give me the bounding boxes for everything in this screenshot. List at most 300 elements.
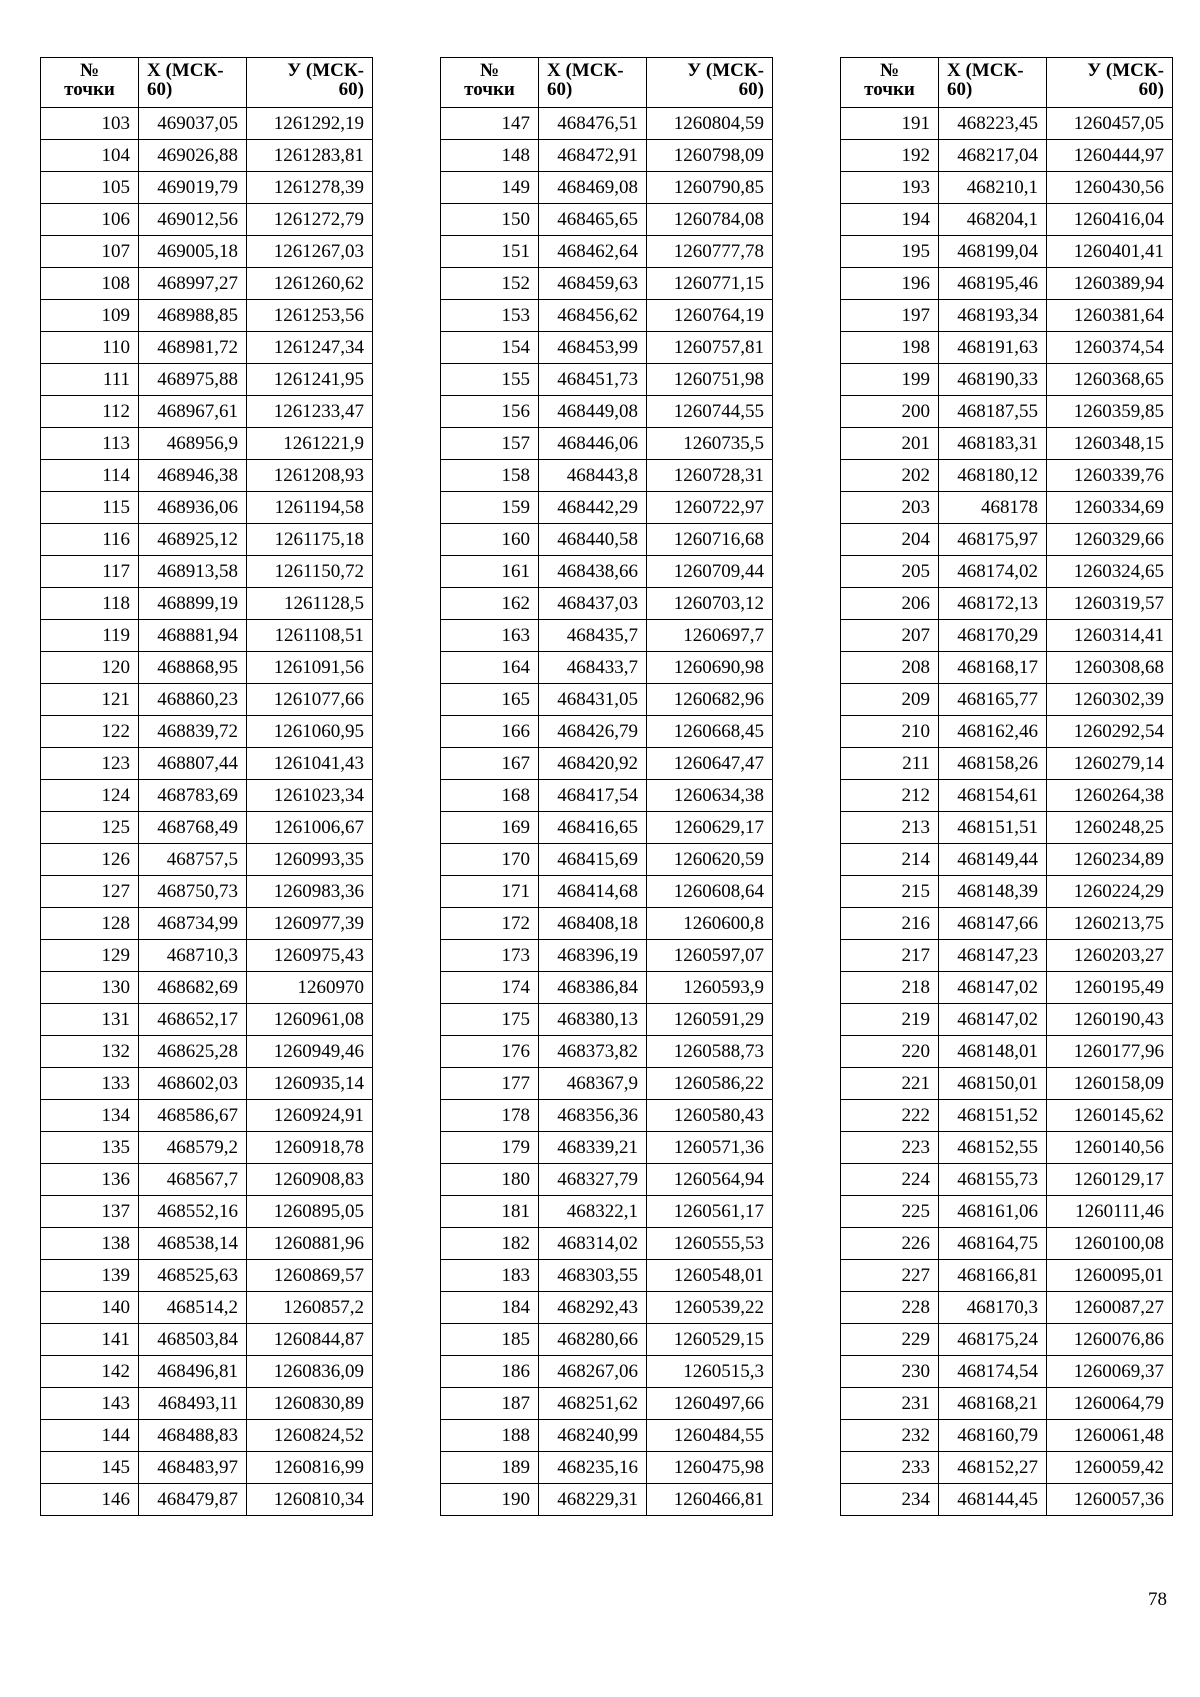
cell-point-number: 113 <box>41 428 139 460</box>
table-row <box>841 1484 1173 1516</box>
cell-point-number: 213 <box>841 812 939 844</box>
cell-x-coordinate: 468488,83 <box>139 1420 247 1452</box>
cell-y-coordinate: 1260302,39 <box>1047 684 1173 716</box>
cell-point-number: 228 <box>841 1292 939 1324</box>
table-row <box>41 684 373 716</box>
cell-point-number: 159 <box>441 492 539 524</box>
cell-x-coordinate: 468155,73 <box>939 1164 1047 1196</box>
cell-point-number: 147 <box>441 108 539 140</box>
cell-point-number: 167 <box>441 748 539 780</box>
cell-point-number: 111 <box>41 364 139 396</box>
cell-x-coordinate: 468925,12 <box>139 524 247 556</box>
cell-y-coordinate: 1260935,14 <box>247 1068 373 1100</box>
cell-y-coordinate: 1261150,72 <box>247 556 373 588</box>
cell-x-coordinate: 468162,46 <box>939 716 1047 748</box>
cell-x-coordinate: 468839,72 <box>139 716 247 748</box>
cell-y-coordinate: 1261006,67 <box>247 812 373 844</box>
table-row <box>41 364 373 396</box>
cell-y-coordinate: 1260140,56 <box>1047 1132 1173 1164</box>
cell-y-coordinate: 1260836,09 <box>247 1356 373 1388</box>
table-row <box>441 844 773 876</box>
table-row <box>841 1228 1173 1260</box>
cell-point-number: 170 <box>441 844 539 876</box>
cell-x-coordinate: 468292,43 <box>539 1292 647 1324</box>
cell-x-coordinate: 468710,3 <box>139 940 247 972</box>
cell-x-coordinate: 468476,51 <box>539 108 647 140</box>
cell-x-coordinate: 468525,63 <box>139 1260 247 1292</box>
cell-y-coordinate: 1261260,62 <box>247 268 373 300</box>
cell-point-number: 146 <box>41 1484 139 1516</box>
cell-point-number: 198 <box>841 332 939 364</box>
cell-point-number: 223 <box>841 1132 939 1164</box>
cell-x-coordinate: 468988,85 <box>139 300 247 332</box>
table-row <box>841 1036 1173 1068</box>
cell-point-number: 150 <box>441 204 539 236</box>
cell-x-coordinate: 468210,1 <box>939 172 1047 204</box>
cell-x-coordinate: 468175,97 <box>939 524 1047 556</box>
cell-point-number: 171 <box>441 876 539 908</box>
cell-y-coordinate: 1261241,95 <box>247 364 373 396</box>
cell-x-coordinate: 468164,75 <box>939 1228 1047 1260</box>
cell-point-number: 172 <box>441 908 539 940</box>
table-row <box>41 620 373 652</box>
cell-x-coordinate: 468251,62 <box>539 1388 647 1420</box>
table-row <box>41 300 373 332</box>
cell-point-number: 220 <box>841 1036 939 1068</box>
cell-point-number: 224 <box>841 1164 939 1196</box>
table-row <box>841 492 1173 524</box>
cell-point-number: 136 <box>41 1164 139 1196</box>
table-row <box>441 236 773 268</box>
cell-x-coordinate: 468567,7 <box>139 1164 247 1196</box>
table-row <box>841 1068 1173 1100</box>
cell-y-coordinate: 1260869,57 <box>247 1260 373 1292</box>
cell-y-coordinate: 1260359,85 <box>1047 396 1173 428</box>
table-body <box>41 108 373 1516</box>
cell-y-coordinate: 1260190,43 <box>1047 1004 1173 1036</box>
cell-x-coordinate: 468150,01 <box>939 1068 1047 1100</box>
cell-x-coordinate: 468314,02 <box>539 1228 647 1260</box>
cell-y-coordinate: 1261091,56 <box>247 652 373 684</box>
cell-y-coordinate: 1261278,39 <box>247 172 373 204</box>
table-row <box>441 748 773 780</box>
cell-y-coordinate: 1260816,99 <box>247 1452 373 1484</box>
cell-point-number: 192 <box>841 140 939 172</box>
table-row <box>41 876 373 908</box>
table-row <box>841 684 1173 716</box>
cell-y-coordinate: 1260881,96 <box>247 1228 373 1260</box>
cell-x-coordinate: 468899,19 <box>139 588 247 620</box>
cell-point-number: 104 <box>41 140 139 172</box>
cell-point-number: 133 <box>41 1068 139 1100</box>
cell-x-coordinate: 468240,99 <box>539 1420 647 1452</box>
cell-y-coordinate: 1260580,43 <box>647 1100 773 1132</box>
table-row <box>841 940 1173 972</box>
cell-y-coordinate: 1260177,96 <box>1047 1036 1173 1068</box>
cell-y-coordinate: 1260539,22 <box>647 1292 773 1324</box>
cell-x-coordinate: 468147,23 <box>939 940 1047 972</box>
table-row <box>841 396 1173 428</box>
cell-point-number: 173 <box>441 940 539 972</box>
cell-x-coordinate: 468453,99 <box>539 332 647 364</box>
cell-y-coordinate: 1260722,97 <box>647 492 773 524</box>
cell-point-number: 107 <box>41 236 139 268</box>
cell-x-coordinate: 468416,65 <box>539 812 647 844</box>
table-row <box>841 460 1173 492</box>
cell-y-coordinate: 1261283,81 <box>247 140 373 172</box>
table-row <box>41 780 373 812</box>
cell-y-coordinate: 1260339,76 <box>1047 460 1173 492</box>
table-row <box>41 1484 373 1516</box>
cell-y-coordinate: 1260844,87 <box>247 1324 373 1356</box>
cell-y-coordinate: 1260690,98 <box>647 652 773 684</box>
table-row <box>841 300 1173 332</box>
cell-y-coordinate: 1260381,64 <box>1047 300 1173 332</box>
cell-y-coordinate: 1261175,18 <box>247 524 373 556</box>
cell-y-coordinate: 1260588,73 <box>647 1036 773 1068</box>
cell-x-coordinate: 468144,45 <box>939 1484 1047 1516</box>
cell-x-coordinate: 468152,55 <box>939 1132 1047 1164</box>
table-row <box>841 428 1173 460</box>
cell-point-number: 134 <box>41 1100 139 1132</box>
cell-x-coordinate: 469005,18 <box>139 236 247 268</box>
table-row <box>41 1324 373 1356</box>
cell-point-number: 166 <box>441 716 539 748</box>
cell-x-coordinate: 468191,63 <box>939 332 1047 364</box>
cell-y-coordinate: 1260057,36 <box>1047 1484 1173 1516</box>
cell-x-coordinate: 469037,05 <box>139 108 247 140</box>
cell-point-number: 118 <box>41 588 139 620</box>
table-row <box>841 812 1173 844</box>
cell-y-coordinate: 1260529,15 <box>647 1324 773 1356</box>
cell-point-number: 202 <box>841 460 939 492</box>
table-row <box>41 1260 373 1292</box>
cell-point-number: 205 <box>841 556 939 588</box>
cell-point-number: 216 <box>841 908 939 940</box>
table-row <box>41 1356 373 1388</box>
cell-x-coordinate: 468936,06 <box>139 492 247 524</box>
cell-point-number: 195 <box>841 236 939 268</box>
cell-x-coordinate: 468396,19 <box>539 940 647 972</box>
cell-y-coordinate: 1260764,19 <box>647 300 773 332</box>
cell-point-number: 128 <box>41 908 139 940</box>
table-row <box>841 652 1173 684</box>
cell-y-coordinate: 1260924,91 <box>247 1100 373 1132</box>
table-row <box>841 1100 1173 1132</box>
cell-y-coordinate: 1260234,89 <box>1047 844 1173 876</box>
cell-y-coordinate: 1260824,52 <box>247 1420 373 1452</box>
cell-y-coordinate: 1260059,42 <box>1047 1452 1173 1484</box>
table-row <box>441 492 773 524</box>
cell-point-number: 112 <box>41 396 139 428</box>
cell-x-coordinate: 468193,34 <box>939 300 1047 332</box>
cell-point-number: 151 <box>441 236 539 268</box>
cell-x-coordinate: 468757,5 <box>139 844 247 876</box>
cell-y-coordinate: 1260389,94 <box>1047 268 1173 300</box>
cell-point-number: 191 <box>841 108 939 140</box>
cell-x-coordinate: 468807,44 <box>139 748 247 780</box>
cell-x-coordinate: 468440,58 <box>539 524 647 556</box>
cell-x-coordinate: 468431,05 <box>539 684 647 716</box>
table-header-row <box>441 58 773 108</box>
cell-y-coordinate: 1260993,35 <box>247 844 373 876</box>
cell-y-coordinate: 1261128,5 <box>247 588 373 620</box>
cell-x-coordinate: 468579,2 <box>139 1132 247 1164</box>
cell-point-number: 188 <box>441 1420 539 1452</box>
table-row <box>841 1324 1173 1356</box>
cell-x-coordinate: 468443,8 <box>539 460 647 492</box>
cell-y-coordinate: 1260597,07 <box>647 940 773 972</box>
cell-y-coordinate: 1260857,2 <box>247 1292 373 1324</box>
cell-y-coordinate: 1260771,15 <box>647 268 773 300</box>
table-row <box>441 332 773 364</box>
table-row <box>41 268 373 300</box>
cell-y-coordinate: 1261060,95 <box>247 716 373 748</box>
cell-y-coordinate: 1260064,79 <box>1047 1388 1173 1420</box>
cell-y-coordinate: 1260949,46 <box>247 1036 373 1068</box>
cell-point-number: 138 <box>41 1228 139 1260</box>
cell-point-number: 226 <box>841 1228 939 1260</box>
cell-y-coordinate: 1261292,19 <box>247 108 373 140</box>
cell-point-number: 115 <box>41 492 139 524</box>
cell-point-number: 190 <box>441 1484 539 1516</box>
cell-point-number: 221 <box>841 1068 939 1100</box>
cell-x-coordinate: 468438,66 <box>539 556 647 588</box>
cell-point-number: 206 <box>841 588 939 620</box>
cell-point-number: 106 <box>41 204 139 236</box>
cell-x-coordinate: 468493,11 <box>139 1388 247 1420</box>
cell-point-number: 174 <box>441 972 539 1004</box>
cell-point-number: 210 <box>841 716 939 748</box>
cell-x-coordinate: 468195,46 <box>939 268 1047 300</box>
table-row <box>441 1388 773 1420</box>
cell-x-coordinate: 468280,66 <box>539 1324 647 1356</box>
table-row <box>841 1388 1173 1420</box>
coordinates-table-3 <box>840 57 1173 1516</box>
cell-y-coordinate: 1261247,34 <box>247 332 373 364</box>
cell-y-coordinate: 1260784,08 <box>647 204 773 236</box>
cell-point-number: 157 <box>441 428 539 460</box>
cell-x-coordinate: 468768,49 <box>139 812 247 844</box>
cell-y-coordinate: 1260444,97 <box>1047 140 1173 172</box>
cell-point-number: 212 <box>841 780 939 812</box>
cell-y-coordinate: 1260368,65 <box>1047 364 1173 396</box>
cell-x-coordinate: 468174,54 <box>939 1356 1047 1388</box>
cell-y-coordinate: 1260975,43 <box>247 940 373 972</box>
table-row <box>841 108 1173 140</box>
cell-point-number: 116 <box>41 524 139 556</box>
cell-point-number: 208 <box>841 652 939 684</box>
table-row <box>841 716 1173 748</box>
cell-x-coordinate: 468149,44 <box>939 844 1047 876</box>
cell-y-coordinate: 1260970 <box>247 972 373 1004</box>
table-row <box>441 1196 773 1228</box>
cell-point-number: 158 <box>441 460 539 492</box>
cell-y-coordinate: 1260457,05 <box>1047 108 1173 140</box>
cell-y-coordinate: 1260279,14 <box>1047 748 1173 780</box>
table-row <box>841 556 1173 588</box>
table-row <box>441 556 773 588</box>
cell-point-number: 214 <box>841 844 939 876</box>
table-row <box>441 1132 773 1164</box>
cell-x-coordinate: 468552,16 <box>139 1196 247 1228</box>
header-x-coordinate: X (МСК- 60) <box>139 58 247 108</box>
cell-x-coordinate: 468166,81 <box>939 1260 1047 1292</box>
cell-point-number: 233 <box>841 1452 939 1484</box>
table-row <box>441 108 773 140</box>
cell-point-number: 168 <box>441 780 539 812</box>
table-row <box>41 588 373 620</box>
cell-point-number: 225 <box>841 1196 939 1228</box>
cell-x-coordinate: 468433,7 <box>539 652 647 684</box>
table-body <box>841 108 1173 1516</box>
cell-x-coordinate: 468408,18 <box>539 908 647 940</box>
cell-y-coordinate: 1260798,09 <box>647 140 773 172</box>
cell-x-coordinate: 468442,29 <box>539 492 647 524</box>
table-row <box>441 300 773 332</box>
cell-x-coordinate: 468456,62 <box>539 300 647 332</box>
table-row <box>441 1420 773 1452</box>
table-row <box>441 204 773 236</box>
table-row <box>41 140 373 172</box>
cell-y-coordinate: 1260248,25 <box>1047 812 1173 844</box>
table-row <box>441 140 773 172</box>
cell-x-coordinate: 468322,1 <box>539 1196 647 1228</box>
table-row <box>441 908 773 940</box>
cell-y-coordinate: 1260329,66 <box>1047 524 1173 556</box>
cell-point-number: 132 <box>41 1036 139 1068</box>
cell-x-coordinate: 468151,52 <box>939 1100 1047 1132</box>
cell-point-number: 180 <box>441 1164 539 1196</box>
cell-y-coordinate: 1260095,01 <box>1047 1260 1173 1292</box>
cell-y-coordinate: 1260593,9 <box>647 972 773 1004</box>
cell-point-number: 203 <box>841 492 939 524</box>
cell-y-coordinate: 1260703,12 <box>647 588 773 620</box>
cell-x-coordinate: 468514,2 <box>139 1292 247 1324</box>
cell-point-number: 201 <box>841 428 939 460</box>
cell-x-coordinate: 468625,28 <box>139 1036 247 1068</box>
table-row <box>41 1164 373 1196</box>
cell-y-coordinate: 1261041,43 <box>247 748 373 780</box>
table-row <box>441 1452 773 1484</box>
cell-y-coordinate: 1260484,55 <box>647 1420 773 1452</box>
header-point-number: № точки <box>841 58 939 108</box>
cell-point-number: 131 <box>41 1004 139 1036</box>
cell-point-number: 165 <box>441 684 539 716</box>
cell-x-coordinate: 468913,58 <box>139 556 247 588</box>
cell-y-coordinate: 1260314,41 <box>1047 620 1173 652</box>
table-row <box>441 268 773 300</box>
table-row <box>41 396 373 428</box>
table-row <box>41 172 373 204</box>
cell-point-number: 155 <box>441 364 539 396</box>
cell-y-coordinate: 1261221,9 <box>247 428 373 460</box>
cell-x-coordinate: 468881,94 <box>139 620 247 652</box>
cell-y-coordinate: 1261077,66 <box>247 684 373 716</box>
cell-point-number: 129 <box>41 940 139 972</box>
cell-point-number: 130 <box>41 972 139 1004</box>
table-row <box>41 332 373 364</box>
table-row <box>41 1420 373 1452</box>
cell-x-coordinate: 468420,92 <box>539 748 647 780</box>
table-row <box>41 1100 373 1132</box>
table-row <box>41 524 373 556</box>
table-row <box>41 908 373 940</box>
cell-x-coordinate: 468303,55 <box>539 1260 647 1292</box>
table-row <box>41 1452 373 1484</box>
table-row <box>841 780 1173 812</box>
cell-y-coordinate: 1260961,08 <box>247 1004 373 1036</box>
cell-y-coordinate: 1260571,36 <box>647 1132 773 1164</box>
cell-point-number: 197 <box>841 300 939 332</box>
cell-y-coordinate: 1260308,68 <box>1047 652 1173 684</box>
cell-x-coordinate: 468204,1 <box>939 204 1047 236</box>
table-row <box>41 460 373 492</box>
cell-y-coordinate: 1260061,48 <box>1047 1420 1173 1452</box>
cell-y-coordinate: 1260561,17 <box>647 1196 773 1228</box>
cell-y-coordinate: 1260918,78 <box>247 1132 373 1164</box>
header-point-number: № точки <box>441 58 539 108</box>
cell-y-coordinate: 1260751,98 <box>647 364 773 396</box>
cell-point-number: 143 <box>41 1388 139 1420</box>
table-row <box>441 428 773 460</box>
cell-point-number: 161 <box>441 556 539 588</box>
cell-point-number: 183 <box>441 1260 539 1292</box>
cell-y-coordinate: 1260324,65 <box>1047 556 1173 588</box>
cell-point-number: 124 <box>41 780 139 812</box>
cell-point-number: 139 <box>41 1260 139 1292</box>
cell-point-number: 219 <box>841 1004 939 1036</box>
cell-x-coordinate: 468446,06 <box>539 428 647 460</box>
cell-point-number: 199 <box>841 364 939 396</box>
table-row <box>41 428 373 460</box>
cell-x-coordinate: 468415,69 <box>539 844 647 876</box>
cell-x-coordinate: 468174,02 <box>939 556 1047 588</box>
cell-x-coordinate: 468151,51 <box>939 812 1047 844</box>
cell-point-number: 152 <box>441 268 539 300</box>
table-row <box>441 524 773 556</box>
cell-y-coordinate: 1260634,38 <box>647 780 773 812</box>
table-row <box>841 1196 1173 1228</box>
cell-point-number: 119 <box>41 620 139 652</box>
cell-x-coordinate: 468367,9 <box>539 1068 647 1100</box>
cell-y-coordinate: 1260515,3 <box>647 1356 773 1388</box>
cell-x-coordinate: 468170,3 <box>939 1292 1047 1324</box>
table-row <box>41 1388 373 1420</box>
cell-x-coordinate: 468417,54 <box>539 780 647 812</box>
table-row <box>441 588 773 620</box>
cell-point-number: 114 <box>41 460 139 492</box>
table-row <box>441 684 773 716</box>
table-row <box>841 1260 1173 1292</box>
cell-point-number: 234 <box>841 1484 939 1516</box>
cell-x-coordinate: 468148,01 <box>939 1036 1047 1068</box>
cell-point-number: 105 <box>41 172 139 204</box>
table-row <box>41 492 373 524</box>
table-row <box>41 236 373 268</box>
cell-x-coordinate: 468161,06 <box>939 1196 1047 1228</box>
cell-x-coordinate: 468356,36 <box>539 1100 647 1132</box>
cell-x-coordinate: 468187,55 <box>939 396 1047 428</box>
table-row <box>841 1164 1173 1196</box>
cell-x-coordinate: 468339,21 <box>539 1132 647 1164</box>
table-row <box>841 140 1173 172</box>
cell-x-coordinate: 468380,13 <box>539 1004 647 1036</box>
table-row <box>441 1356 773 1388</box>
cell-y-coordinate: 1260100,08 <box>1047 1228 1173 1260</box>
table-row <box>441 716 773 748</box>
table-row <box>841 1132 1173 1164</box>
